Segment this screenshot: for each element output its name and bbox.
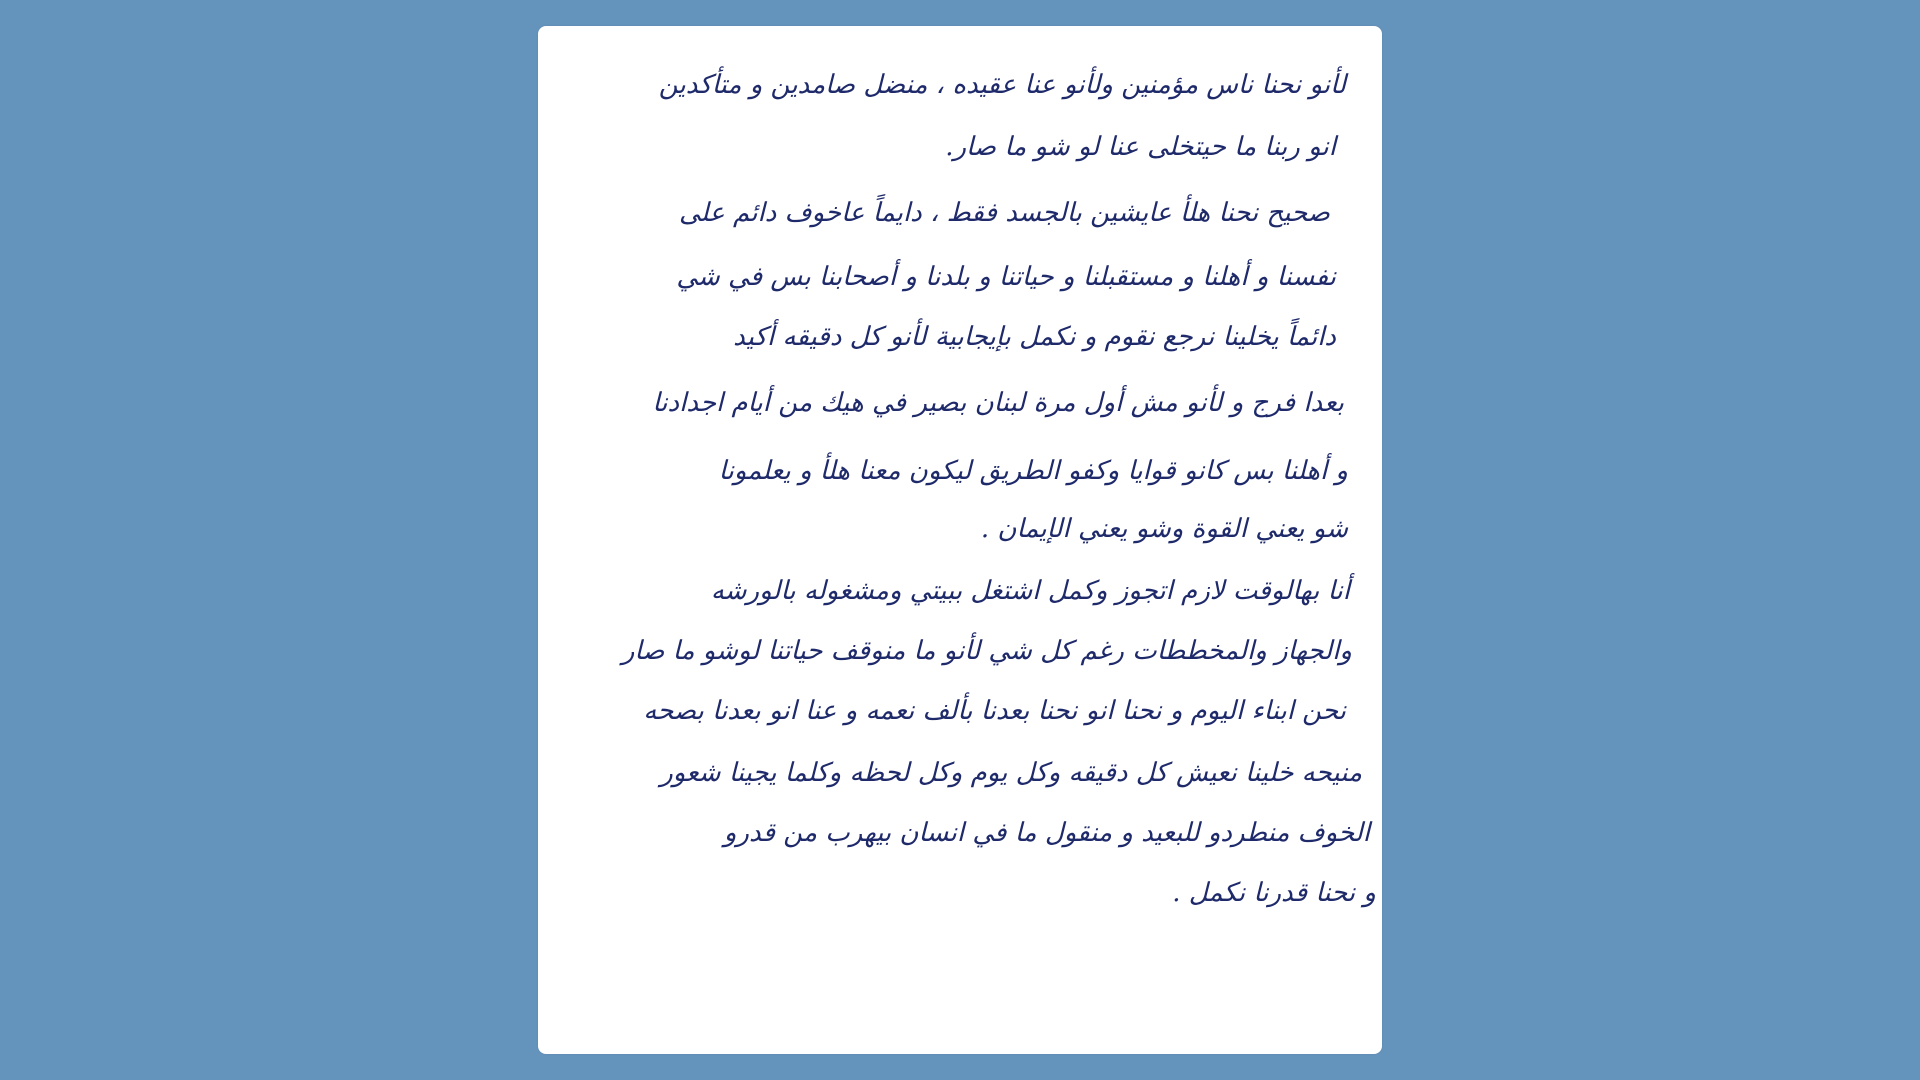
letter-line: نفسنا و أهلنا و مستقبلنا و حياتنا و بلدنا و أصحابنا بس في شي [676, 262, 1336, 292]
letter-line: و أهلنا بس كانو قوايا وكفو الطريق ليكون معنا هلأ و يعلمونا [718, 456, 1348, 486]
letter-line: أنا بهالوقت لازم اتجوز وكمل اشتغل ببيتي ومشغوله بالورشه [710, 576, 1350, 606]
letter-line: لأنو نحنا ناس مؤمنين ولأنو عنا عقيده ، منضل صامدين و متأكدين [658, 70, 1346, 100]
letter-line: بعدا فرج و لأنو مش أول مرة لبنان بصير في هيك من أيام اجدادنا [652, 388, 1344, 418]
letter-line: نحن ابناء اليوم و نحنا انو نحنا بعدنا بألف نعمه و عنا انو بعدنا بصحه [643, 696, 1346, 726]
letter-line: دائماً يخلينا نرجع نقوم و نكمل بإيجابية لأنو كل دقيقه أكيد [733, 322, 1336, 352]
letter-line: الخوف منطردو للبعيد و منقول ما في انسان بيهرب من قدرو [723, 818, 1370, 848]
letter-line: منيحه خلينا نعيش كل دقيقه وكل يوم وكل لحظه وكلما يجينا شعور [660, 758, 1362, 788]
letter-line: صحيح نحنا هلأ عايشين بالجسد فقط ، دايماً عاخوف دائم على [678, 198, 1330, 228]
letter-line: و نحنا قدرنا نكمل . [1172, 878, 1376, 908]
letter-line: شو يعني القوة وشو يعني الإيمان . [980, 514, 1348, 544]
letter-line: والجهاز والمخططات رغم كل شي لأنو ما منوقف حياتنا لوشو ما صار [621, 636, 1352, 666]
letter-text [538, 26, 1382, 1054]
letter-line: انو ربنا ما حيتخلى عنا لو شو ما صار. [945, 132, 1336, 162]
handwritten-letter-page [538, 26, 1382, 1054]
